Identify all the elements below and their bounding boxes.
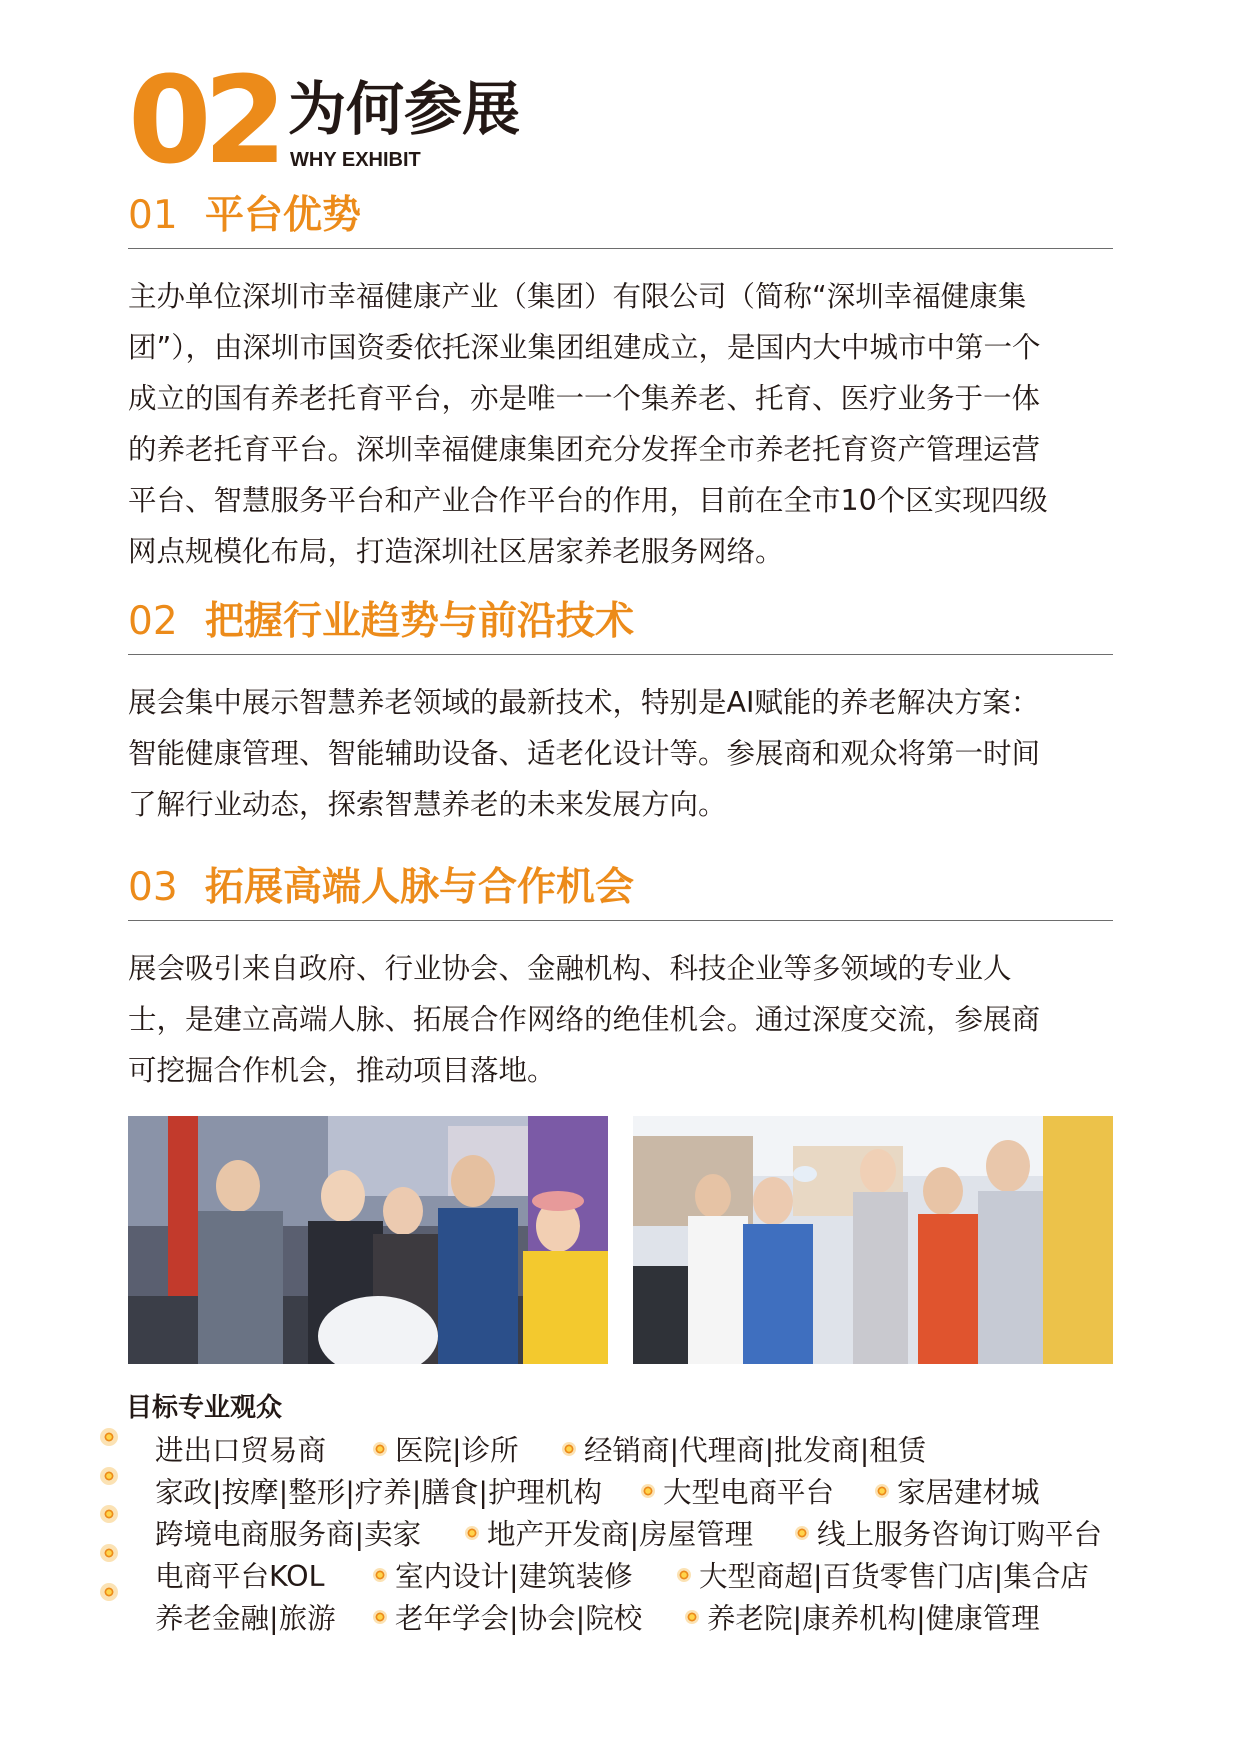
section-heading [128, 190, 1113, 249]
bullet-icon [373, 1442, 387, 1456]
bullet-icon [641, 1484, 655, 1498]
audience-item: 经销商|代理商|批发商|租赁 [562, 1430, 926, 1472]
bullet-icon [373, 1610, 387, 1624]
section-heading-title: 平台优势 [205, 193, 362, 238]
section-heading [128, 862, 1113, 921]
body-line: 士，是建立高端人脉、拓展合作网络的绝佳机会。通过深度交流，参展商 [128, 1003, 1041, 1036]
audience-item: 医院|诊所 [373, 1430, 519, 1472]
bullet-icon [875, 1484, 889, 1498]
audience-item: 家政|按摩|整形|疗养|膳食|护理机构 [155, 1476, 603, 1509]
exhibition-photo-left [128, 1116, 608, 1364]
body-line: 展会集中展示智慧养老领域的最新技术，特别是AI赋能的养老解决方案： [128, 686, 1040, 719]
audience-item: 大型商超|百货零售门店|集合店 [677, 1556, 1089, 1598]
section-industry-trends [128, 596, 1113, 830]
bullet-icon [100, 1426, 118, 1444]
section-heading-number: 03 [128, 865, 178, 910]
audience-item: 大型电商平台 [641, 1472, 834, 1514]
page-title: 为何参展 [288, 75, 521, 143]
bullet-icon [373, 1568, 387, 1582]
audience-title: 目标专业观众 [126, 1393, 283, 1423]
section-heading [128, 596, 1113, 655]
audience-item: 家居建材城 [875, 1472, 1040, 1514]
page-subtitle: WHY EXHIBIT [290, 149, 421, 171]
body-line: 团”），由深圳市国资委依托深业集团组建成立，是国内大中城市中第一个 [128, 331, 1041, 364]
section-body [128, 943, 1113, 1096]
bullet-icon [677, 1568, 691, 1582]
bullet-icon [795, 1526, 809, 1540]
body-line: 的养老托育平台。深圳幸福健康集团充分发挥全市养老托育资产管理运营 [128, 433, 1041, 466]
body-line: 智能健康管理、智能辅助设备、适老化设计等。参展商和观众将第一时间 [128, 737, 1041, 770]
section-body [128, 271, 1113, 577]
section-heading-title: 拓展高端人脉与合作机会 [205, 865, 635, 910]
audience-item: 养老金融|旅游 [155, 1602, 336, 1635]
bullet-icon [100, 1581, 118, 1599]
section-number: 02 [128, 52, 279, 191]
body-line: 网点规模化布局，打造深圳社区居家养老服务网络。 [128, 535, 784, 568]
audience-item: 室内设计|建筑装修 [373, 1556, 633, 1598]
body-line: 成立的国有养老托育平台，亦是唯一一个集养老、托育、医疗业务于一体 [128, 382, 1041, 415]
section-heading-title: 把握行业趋势与前沿技术 [205, 599, 635, 644]
body-line: 可挖掘合作机会，推动项目落地。 [128, 1054, 556, 1087]
audience-item: 电商平台KOL [155, 1560, 325, 1593]
audience-item: 进出口贸易商 [155, 1434, 327, 1467]
bullet-icon [100, 1542, 118, 1560]
audience-item: 老年学会|协会|院校 [373, 1598, 642, 1640]
bullet-icon [562, 1442, 576, 1456]
section-heading-number: 01 [128, 193, 178, 238]
body-line: 平台、智慧服务平台和产业合作平台的作用，目前在全市10个区实现四级 [128, 484, 1048, 517]
body-line: 展会吸引来自政府、行业协会、金融机构、科技企业等多领域的专业人 [128, 952, 1012, 985]
section-body [128, 677, 1113, 830]
section-networking [128, 862, 1113, 1096]
audience-item: 养老院|康养机构|健康管理 [685, 1598, 1040, 1640]
exhibition-photo-right [633, 1116, 1113, 1364]
section-platform-advantage [128, 190, 1113, 577]
bullet-icon [465, 1526, 479, 1540]
audience-item: 地产开发商|房屋管理 [465, 1514, 753, 1556]
audience-item: 线上服务咨询订购平台 [795, 1514, 1102, 1556]
audience-item: 跨境电商服务商|卖家 [155, 1518, 422, 1551]
bullet-icon [685, 1610, 699, 1624]
bullet-icon [100, 1465, 118, 1483]
body-line: 了解行业动态，探索智慧养老的未来发展方向。 [128, 788, 727, 821]
bullet-icon [100, 1503, 118, 1521]
section-heading-number: 02 [128, 599, 178, 644]
body-line: 主办单位深圳市幸福健康产业（集团）有限公司（简称“深圳幸福健康集 [128, 280, 1027, 313]
